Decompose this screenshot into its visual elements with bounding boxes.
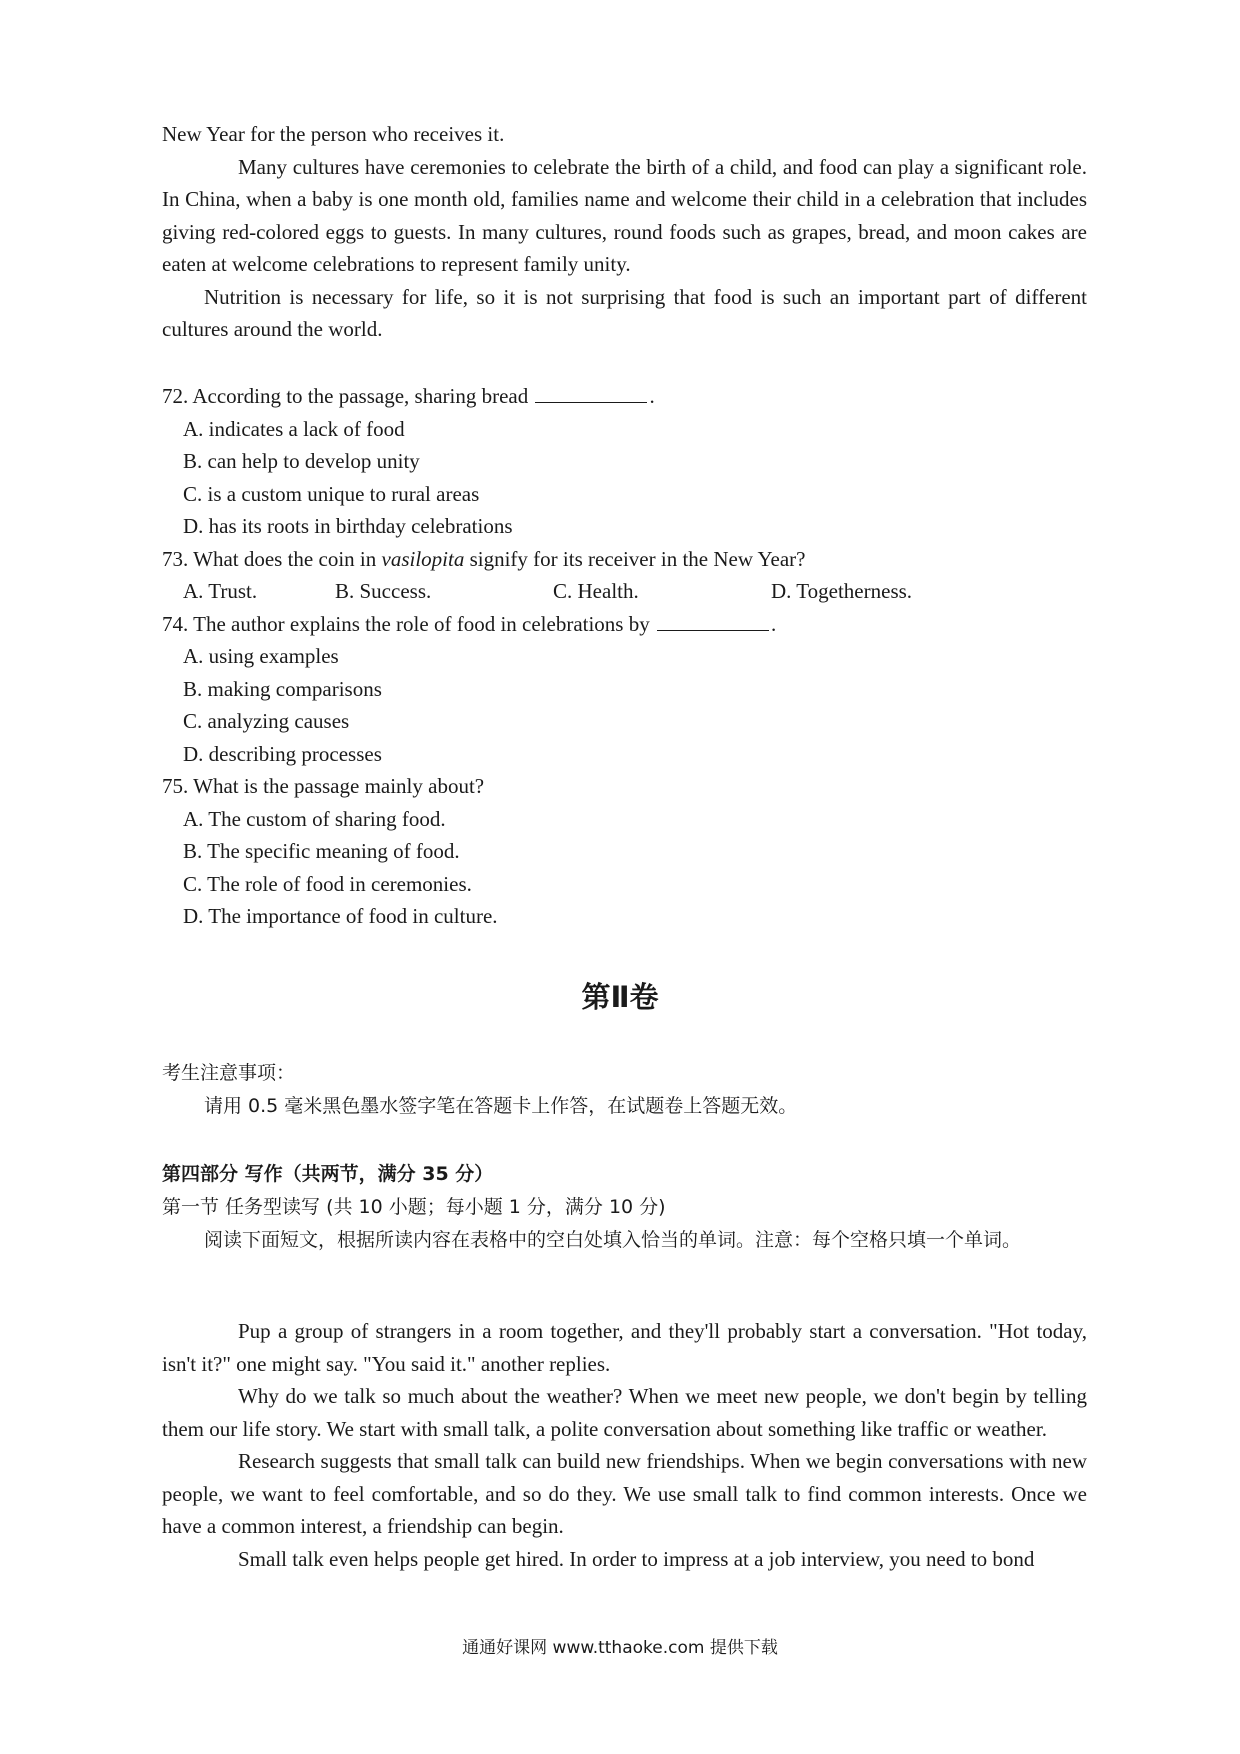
notice bbox=[162, 1057, 1087, 1123]
instruction-text: 阅读下面短文，根据所读内容在表格中的空白处填入恰当的单词。注意：每个空格只填一个单词。 bbox=[204, 1229, 1022, 1251]
subsection-heading: 第一节 任务型读写 (共 10 小题；每小题 1 分，满分 10 分) bbox=[162, 1196, 666, 1218]
passage-2-para3: Research suggests that small talk can build new friendships. When we begin conversations with new people, we want to feel comfortable, and so do they. We use small talk to find common interests. Once we have a common interest, a friendship can begin. bbox=[162, 1449, 1087, 1538]
question-73-option-c: C. Health. bbox=[553, 579, 639, 603]
passage-2 bbox=[162, 1315, 1087, 1575]
passage-2-para4: Small talk even helps people get hired. In order to impress at a job interview, you need to bond bbox=[238, 1546, 1035, 1571]
question-74-option-d: D. describing processes bbox=[183, 741, 382, 766]
answer-blank bbox=[535, 384, 647, 403]
question-73-stem: 73. What does the coin in vasilopita signify for its receiver in the New Year? bbox=[162, 546, 806, 571]
question-74-option-a: A. using examples bbox=[183, 644, 339, 668]
question-75-option-c: C. The role of food in ceremonies. bbox=[183, 871, 472, 896]
question-75-option-d: D. The importance of food in culture. bbox=[183, 904, 498, 928]
section-heading: 第四部分 写作（共两节，满分 35 分） bbox=[162, 1163, 494, 1185]
passage-2-para1: Pup a group of strangers in a room together, and they'll probably start a conversation. "Hot today, isn't it?" one might say. "You said it." another replies. bbox=[162, 1319, 1087, 1376]
part-2-title: 第Ⅱ卷 bbox=[581, 980, 659, 1014]
question-72-option-d: D. has its roots in birthday celebrations bbox=[183, 514, 513, 538]
question-list bbox=[162, 380, 1087, 933]
question-72-option-c: C. is a custom unique to rural areas bbox=[183, 481, 480, 506]
question-73-option-b: B. Success. bbox=[335, 579, 432, 603]
question-74-option-c: C. analyzing causes bbox=[183, 709, 350, 733]
page-footer: 通通好课网 www.tthaoke.com 提供下载 bbox=[462, 1638, 778, 1658]
question-75-stem: 75. What is the passage mainly about? bbox=[162, 774, 485, 798]
question-74-option-b: B. making comparisons bbox=[183, 676, 382, 701]
question-75-option-a: A. The custom of sharing food. bbox=[183, 806, 446, 831]
question-73-option-a: A. Trust. bbox=[183, 579, 258, 603]
question-72-stem: 72. According to the passage, sharing bread . bbox=[162, 384, 655, 408]
question-73-option-d: D. Togetherness. bbox=[771, 579, 913, 603]
notice-heading: 考生注意事项： bbox=[162, 1062, 296, 1084]
passage-1 bbox=[162, 118, 1087, 346]
question-72-option-b: B. can help to develop unity bbox=[183, 449, 420, 473]
answer-blank bbox=[657, 612, 769, 631]
question-72-option-a: A. indicates a lack of food bbox=[183, 416, 405, 441]
passage-1-para2: Nutrition is necessary for life, so it is not surprising that food is such an important part of different cultures around the world. bbox=[162, 284, 1087, 341]
passage-1-line0: New Year for the person who receives it. bbox=[162, 122, 505, 146]
question-73-options bbox=[162, 575, 1087, 608]
question-75-option-b: B. The specific meaning of food. bbox=[183, 839, 460, 863]
passage-2-para2: Why do we talk so much about the weather? When we meet new people, we don't begin by telling them our life story. We start with small talk, a polite conversation about something like traffic or weather. bbox=[162, 1384, 1087, 1441]
question-74-stem: 74. The author explains the role of food in celebrations by . bbox=[162, 611, 777, 636]
writing-section bbox=[162, 1158, 1087, 1257]
notice-body: 请用 0.5 毫米黑色墨水签字笔在答题卡上作答，在试题卷上答题无效。 bbox=[204, 1095, 798, 1117]
passage-1-para1: Many cultures have ceremonies to celebrate the birth of a child, and food can play a significant role. In China, when a baby is one month old, families name and welcome their child in a celebration that includes giving red-colored eggs to guests. In many cultures, round foods such as grapes, bread, and moon cakes are eaten at welcome celebrations to represent family unity. bbox=[162, 154, 1087, 276]
